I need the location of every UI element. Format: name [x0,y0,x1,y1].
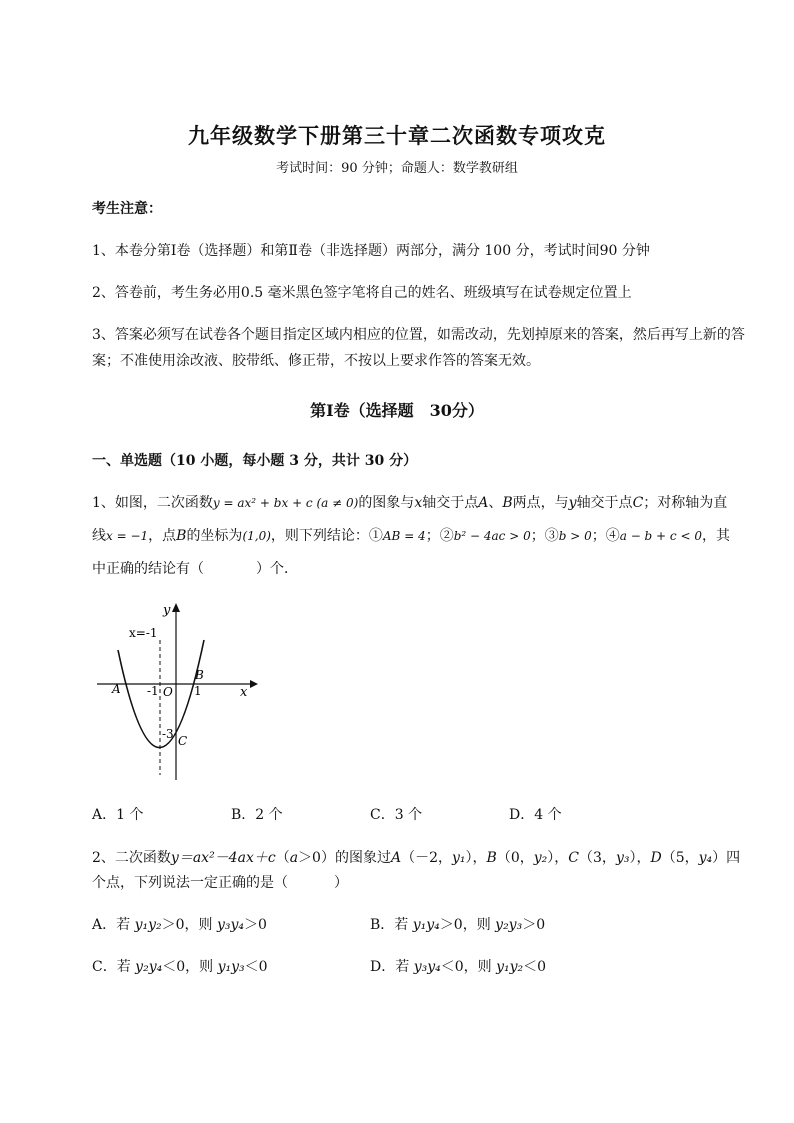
section-heading: 一、单选题（10 小题，每小题 3 分，共计 30 分） [92,453,418,469]
q2-option-d[interactable]: D．若 y₃y₄＜0，则 y₁y₂＜0 [370,959,547,975]
axis-label-x: x [240,685,248,700]
q1-option-b[interactable]: B．2 个 [231,807,283,823]
point-label-A: A [112,682,121,696]
q1-option-a[interactable]: A．1 个 [92,807,144,823]
q1-parabola-graph [92,600,262,790]
tick-label-neg1: -1 [147,684,159,698]
q1-option-c[interactable]: C．3 个 [370,807,423,823]
y-axis-arrow [172,603,180,612]
q2-line-1: 2、二次函数y＝ax²－4ax＋c（a＞0）的图象过A（－2，y₁），B（0，y₂），C（3，y₃），D（5，y₄）四 [92,850,741,866]
notice-item-3: 3、答案必须写在试卷各个题目指定区域内相应的位置，如需改动，先划掉原来的答案，然后再写上新的答案；不准使用涂改液、胶带纸、修正带，不按以上要求作答的答案无效。 [92,327,745,369]
q2-option-c[interactable]: C．若 y₂y₄＜0，则 y₁y₃＜0 [92,959,268,975]
q1-function-formula: y = ax² + bx + c (a ≠ 0) [212,496,359,510]
page-title: 九年级数学下册第三十章二次函数专项攻克 [188,123,606,148]
symmetry-label: x=-1 [129,626,158,640]
q2-option-b[interactable]: B．若 y₁y₄＞0，则 y₂y₃＞0 [370,917,546,933]
x-axis-arrow [250,680,258,688]
notice-heading: 考生注意： [92,201,162,217]
parabola-curve [118,640,204,748]
notice-item-1: 1、本卷分第Ⅰ卷（选择题）和第Ⅱ卷（非选择题）两部分，满分 100 分，考试时间90 分钟 [92,243,650,259]
q2-line-2: 个点，下列说法一定正确的是（ ） [92,875,348,891]
part1-title: 第Ⅰ卷（选择题 30分） [310,401,484,420]
q1-line-2: 线x = −1，点B的坐标为(1,0)，则下列结论：①AB = 4；②b² − 4ac > 0；③b > 0；④a − b + c < 0，其 [92,528,730,544]
tick-label-neg3: -3 [162,727,174,741]
point-label-B: B [195,668,204,682]
q1-line-1: 1、如图，二次函数y = ax² + bx + c (a ≠ 0)的图象与x轴交于点A、B两点，与y轴交于点C；对称轴为直 [92,495,728,511]
origin-label: O [163,685,173,699]
page-subtitle: 考试时间：90 分钟；命题人：数学教研组 [276,161,518,176]
tick-label-1: 1 [194,684,202,698]
q2-function-formula: y＝ax²－4ax＋c [170,850,276,866]
notice-item-2: 2、答卷前，考生务必用0.5 毫米黑色签字笔将自己的姓名、班级填写在试卷规定位置上 [92,285,632,301]
q1-line-3: 中正确的结论有（ ）个． [92,561,298,577]
point-label-C: C [178,734,188,748]
q2-option-a[interactable]: A．若 y₁y₂＞0，则 y₃y₄＞0 [92,917,267,933]
q1-option-d[interactable]: D．4 个 [509,807,562,823]
axis-label-y: y [163,603,171,618]
